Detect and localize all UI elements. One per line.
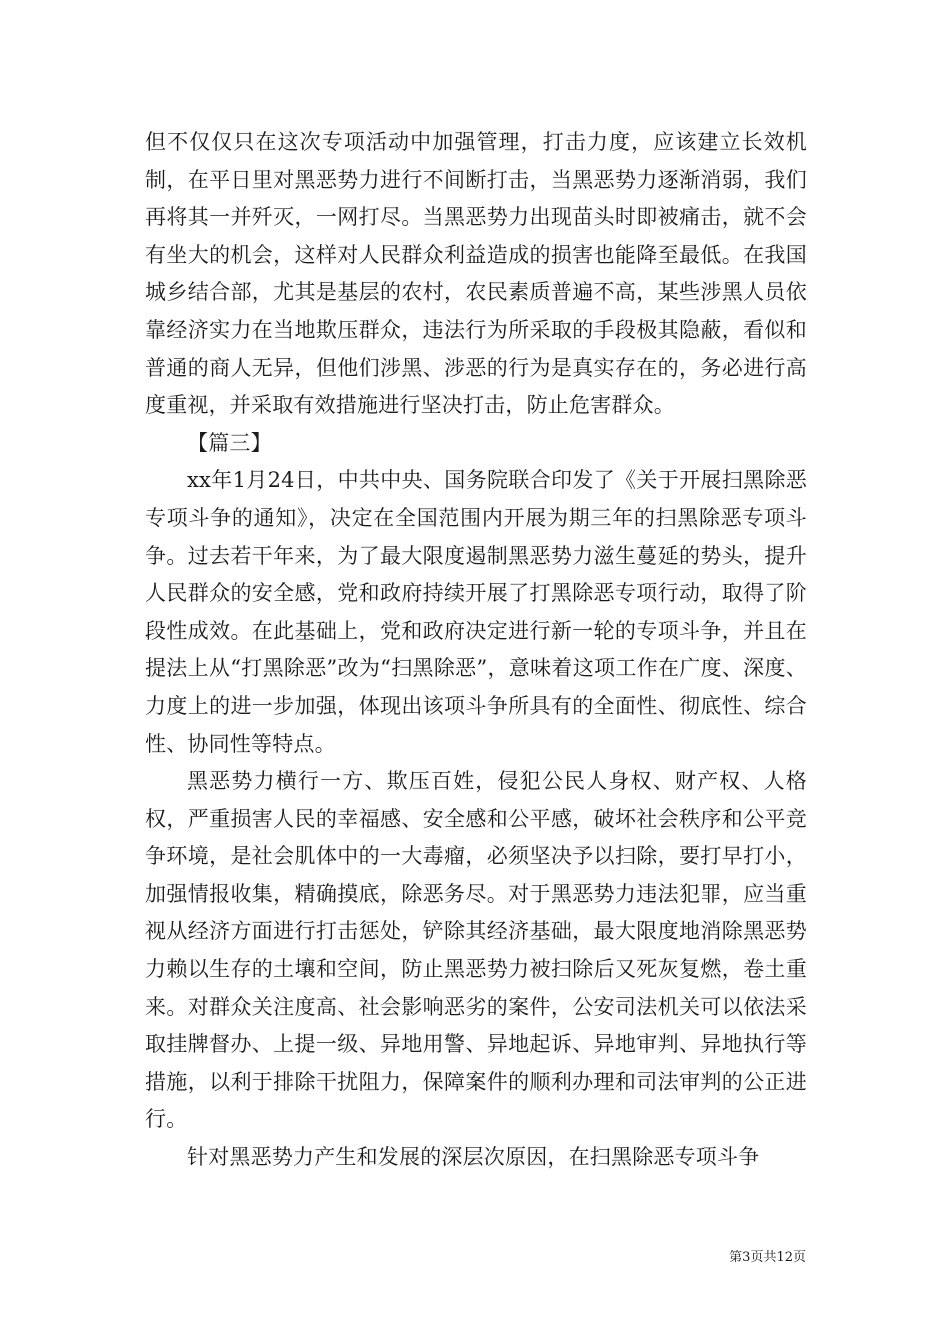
paragraph: 针对黑恶势力产生和发展的深层次原因，在扫黑除恶专项斗争: [187, 1145, 760, 1170]
paragraph-continuation: 但不仅仅只在这次专项活动中加强管理，打击力度，应该建立长效机制，在平日里对黑恶势力进行不间断打击，当黑恶势力逐渐消弱，我们再将其一并歼灭，一网打尽。当黑恶势力出现苗头时即被痛击，就不会有坐大的机会，这样对人民群众利益造成的损害也能降至最低。在我国城乡结合部，尤其是基层的农村，农民素质普遍不高，某些涉黑人员依靠经济实力在当地欺压群众，违法行为所采取的手段极其隐蔽，看似和普通的商人无异，但他们涉黑、涉恶的行为是真实存在的，务必进行高度重视，并采取有效措施进行坚决打击，防止危害群众。: [145, 130, 807, 418]
paragraph: 黑恶势力横行一方、欺压百姓，侵犯公民人身权、财产权、人格权，严重损害人民的幸福感、安全感和公平感，破坏社会秩序和公平竞争环境，是社会肌体中的一大毒瘤，必须坚决予以扫除，要打早打小，加强情报收集，精确摸底，除恶务尽。对于黑恶势力违法犯罪，应当重视从经济方面进行打击惩处，铲除其经济基础，最大限度地消除黑恶势力赖以生存的土壤和空间，防止黑恶势力被扫除后又死灰复燃，卷土重来。对群众关注度高、社会影响恶劣的案件，公安司法机关可以依法采取挂牌督办、上提一级、异地用警、异地起诉、异地审判、异地执行等措施，以利于排除干扰阻力，保障案件的顺利办理和司法审判的公正进行。: [145, 769, 807, 1132]
document-body: [145, 124, 807, 1177]
page-number: 第3页共12页: [729, 1250, 806, 1265]
paragraph: xx年1月24日，中共中央、国务院联合印发了《关于开展扫黑除恶专项斗争的通知》，决定在全国范围内开展为期三年的扫黑除恶专项斗争。过去若干年来，为了最大限度遏制黑恶势力滋生蔓延的势头，提升人民群众的安全感，党和政府持续开展了打黑除恶专项行动，取得了阶段性成效。在此基础上，党和政府决定进行新一轮的专项斗争，并且在提法上从“打黑除恶”改为“扫黑除恶”，意味着这项工作在广度、深度、力度上的进一步加强，体现出该项斗争所具有的全面性、彻底性、综合性、协同性等特点。: [145, 468, 807, 756]
section-heading: 【篇三】: [187, 430, 272, 455]
